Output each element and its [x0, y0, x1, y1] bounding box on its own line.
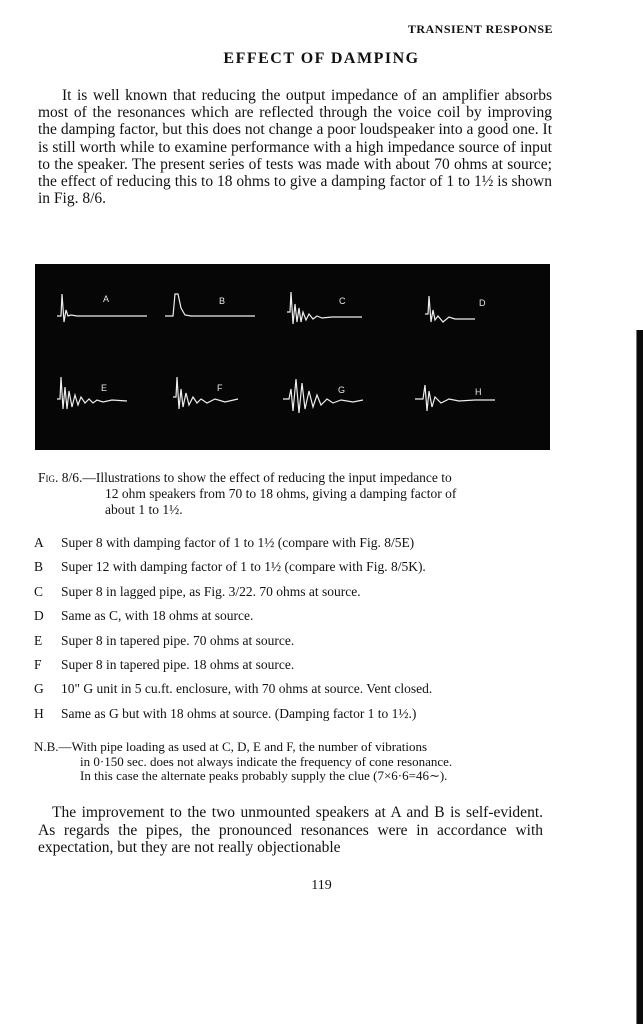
legend-row-f	[34, 657, 554, 681]
legend-text: Super 8 in tapered pipe. 18 ohms at source.	[61, 656, 295, 672]
running-head: TRANSIENT RESPONSE	[407, 22, 553, 36]
note-line-2: in 0·150 sec. does not always indicate the frequency of cone resonance.	[80, 753, 453, 769]
legend-key: C	[34, 583, 44, 599]
caption-line-2: 12 ohm speakers from 70 to 18 ohms, giving a damping factor of	[105, 486, 457, 501]
caption-line-3: about 1 to 1½.	[105, 502, 183, 517]
legend-key: B	[34, 559, 44, 575]
trace-c	[287, 286, 387, 336]
trace-label-h: H	[475, 387, 482, 397]
legend-row-e	[34, 633, 554, 657]
note-block	[34, 740, 546, 784]
legend-text: Super 8 in tapered pipe. 70 ohms at source.	[61, 632, 295, 648]
closing-text: The improvement to the two unmounted speakers at A and B is self-evident. As regards the pipes, the pronounced resonances were in accordance with expectation, but they are not really objectionable	[38, 804, 543, 856]
figure-caption	[38, 470, 548, 518]
legend-key: F	[34, 656, 42, 672]
section-title: EFFECT OF DAMPING	[223, 50, 420, 67]
note-line-3: In this case the alternate peaks probably supply the clue (7×6·6=46∼).	[80, 768, 448, 783]
trace-label-c: C	[339, 296, 346, 306]
caption-line-1	[38, 470, 548, 486]
legend-text: Super 8 in lagged pipe, as Fig. 3/22. 70 ohms at source.	[61, 583, 361, 599]
legend-text: Same as G but with 18 ohms at source. (Damping factor 1 to 1½.)	[61, 705, 417, 721]
oscillogram-figure	[35, 264, 550, 450]
intro-text: It is well known that reducing the output impedance of an amplifier absorbs most of the resonances which are reflected through the voice coil by improving the damping factor, but this does not change a poor loudspeaker into a good one. It is still worth while to examine performance with a high impedance source of input to the speaker. The present series of tests was made with about 70 ohms at source; the effect of reducing this to 18 ohms to give a damping factor of 1 to 1½ is shown in Fig. 8/6.	[38, 87, 552, 208]
closing-paragraph	[38, 804, 543, 857]
trace-label-e: E	[101, 383, 108, 393]
trace-h	[415, 369, 515, 419]
legend-text: 10" G unit in 5 cu.ft. enclosure, with 70 ohms at source. Vent closed.	[61, 681, 433, 697]
page-edge-shadow	[636, 330, 637, 1024]
legend-text: Super 12 with damping factor of 1 to 1½ (compare with Fig. 8/5K).	[61, 559, 426, 575]
caption-text-1: —Illustrations to show the effect of reducing the input impedance to	[82, 470, 452, 485]
legend-row-g	[34, 681, 554, 705]
legend-key: D	[34, 608, 44, 624]
legend-row-b	[34, 559, 554, 583]
legend-text: Super 8 with damping factor of 1 to 1½ (compare with Fig. 8/5E)	[61, 535, 415, 550]
trace-label-f: F	[217, 383, 223, 393]
caption-lead: Fig. 8/6.	[38, 470, 83, 485]
legend-row-a	[34, 535, 554, 559]
intro-paragraph	[38, 87, 552, 207]
trace-f	[173, 369, 273, 419]
trace-g	[283, 369, 383, 419]
legend-key: E	[34, 632, 43, 648]
legend-row-h	[34, 706, 554, 730]
trace-label-b: B	[219, 296, 226, 306]
trace-e	[57, 369, 157, 419]
legend-key: A	[34, 535, 44, 550]
legend-key: H	[34, 705, 44, 721]
trace-label-g: G	[338, 385, 346, 395]
page-number: 119	[311, 878, 332, 893]
trace-b	[165, 286, 265, 336]
legend-text: Same as C, with 18 ohms at source.	[61, 608, 254, 624]
trace-d	[425, 286, 525, 336]
trace-label-a: A	[103, 294, 110, 304]
legend-row-d	[34, 608, 554, 632]
page-edge-bar	[637, 330, 643, 1024]
legend-key: G	[34, 681, 44, 697]
note-line-1: N.B.—With pipe loading as used at C, D, E and F, the number of vibrations	[34, 739, 428, 754]
trace-label-d: D	[479, 298, 486, 308]
figure-legend	[34, 535, 554, 730]
legend-row-c	[34, 584, 554, 608]
